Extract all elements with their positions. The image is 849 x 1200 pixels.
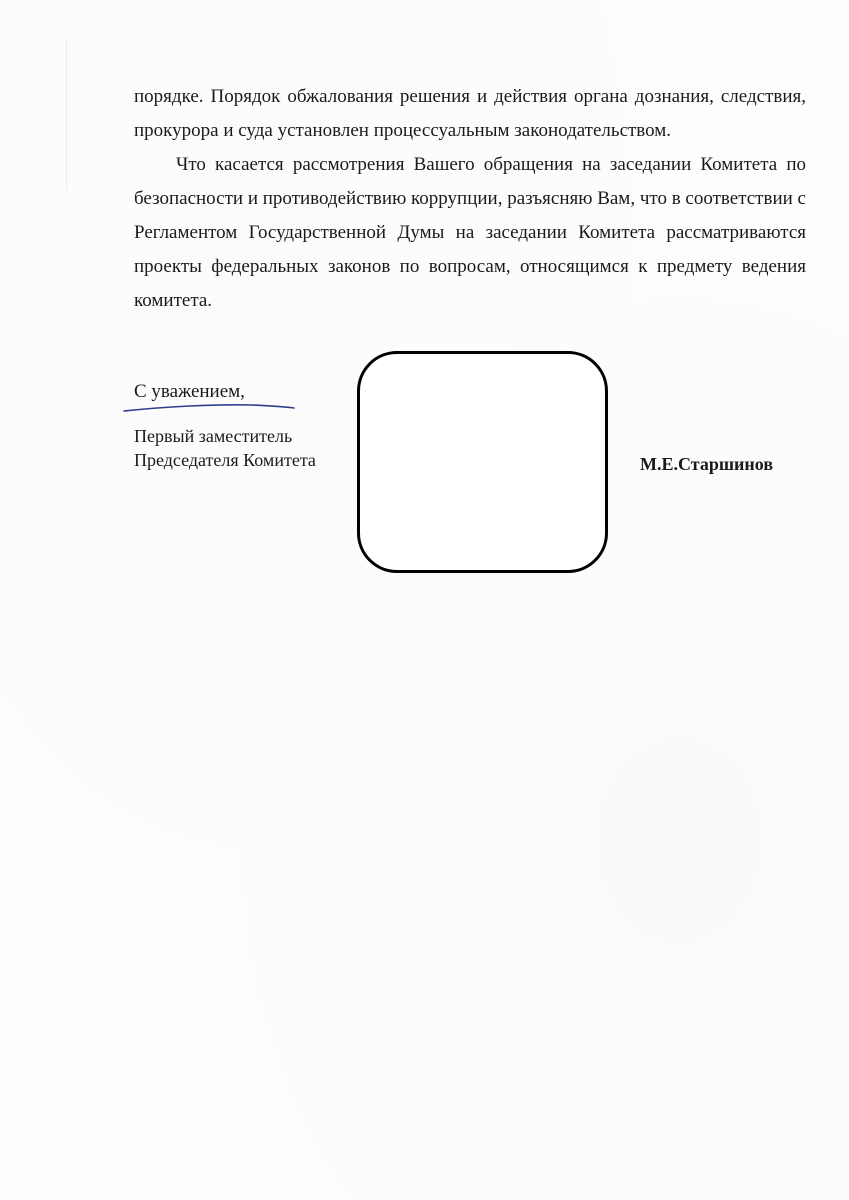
scan-edge xyxy=(66,40,67,190)
signer-name: М.Е.Старшинов xyxy=(640,454,774,474)
signature-underline-stroke xyxy=(122,398,297,418)
letter-paragraph-2: Что касается рассмотрения Вашего обращения на заседании Комитета по безопасности и противодействию коррупции, разъясняю Вам, что в соответствии с Регламентом Государственной Думы на заседании Комитета рассматриваются проекты федеральных законов по вопросам, относящимся к предмету ведения комитета. xyxy=(134,154,806,311)
letter-paragraph-1: порядке. Порядок обжалования решения и действия органа дознания, следствия, прокурора и суда установлен процессуальным законодательством. xyxy=(134,86,806,141)
closing-phrase: С уважением, xyxy=(134,381,245,402)
redacted-signature-area xyxy=(357,351,608,573)
letter-body xyxy=(134,80,806,318)
signer-position xyxy=(134,424,316,472)
signer-position-line-2: Председателя Комитета xyxy=(134,450,316,470)
signer-position-line-1: Первый заместитель xyxy=(134,426,293,446)
